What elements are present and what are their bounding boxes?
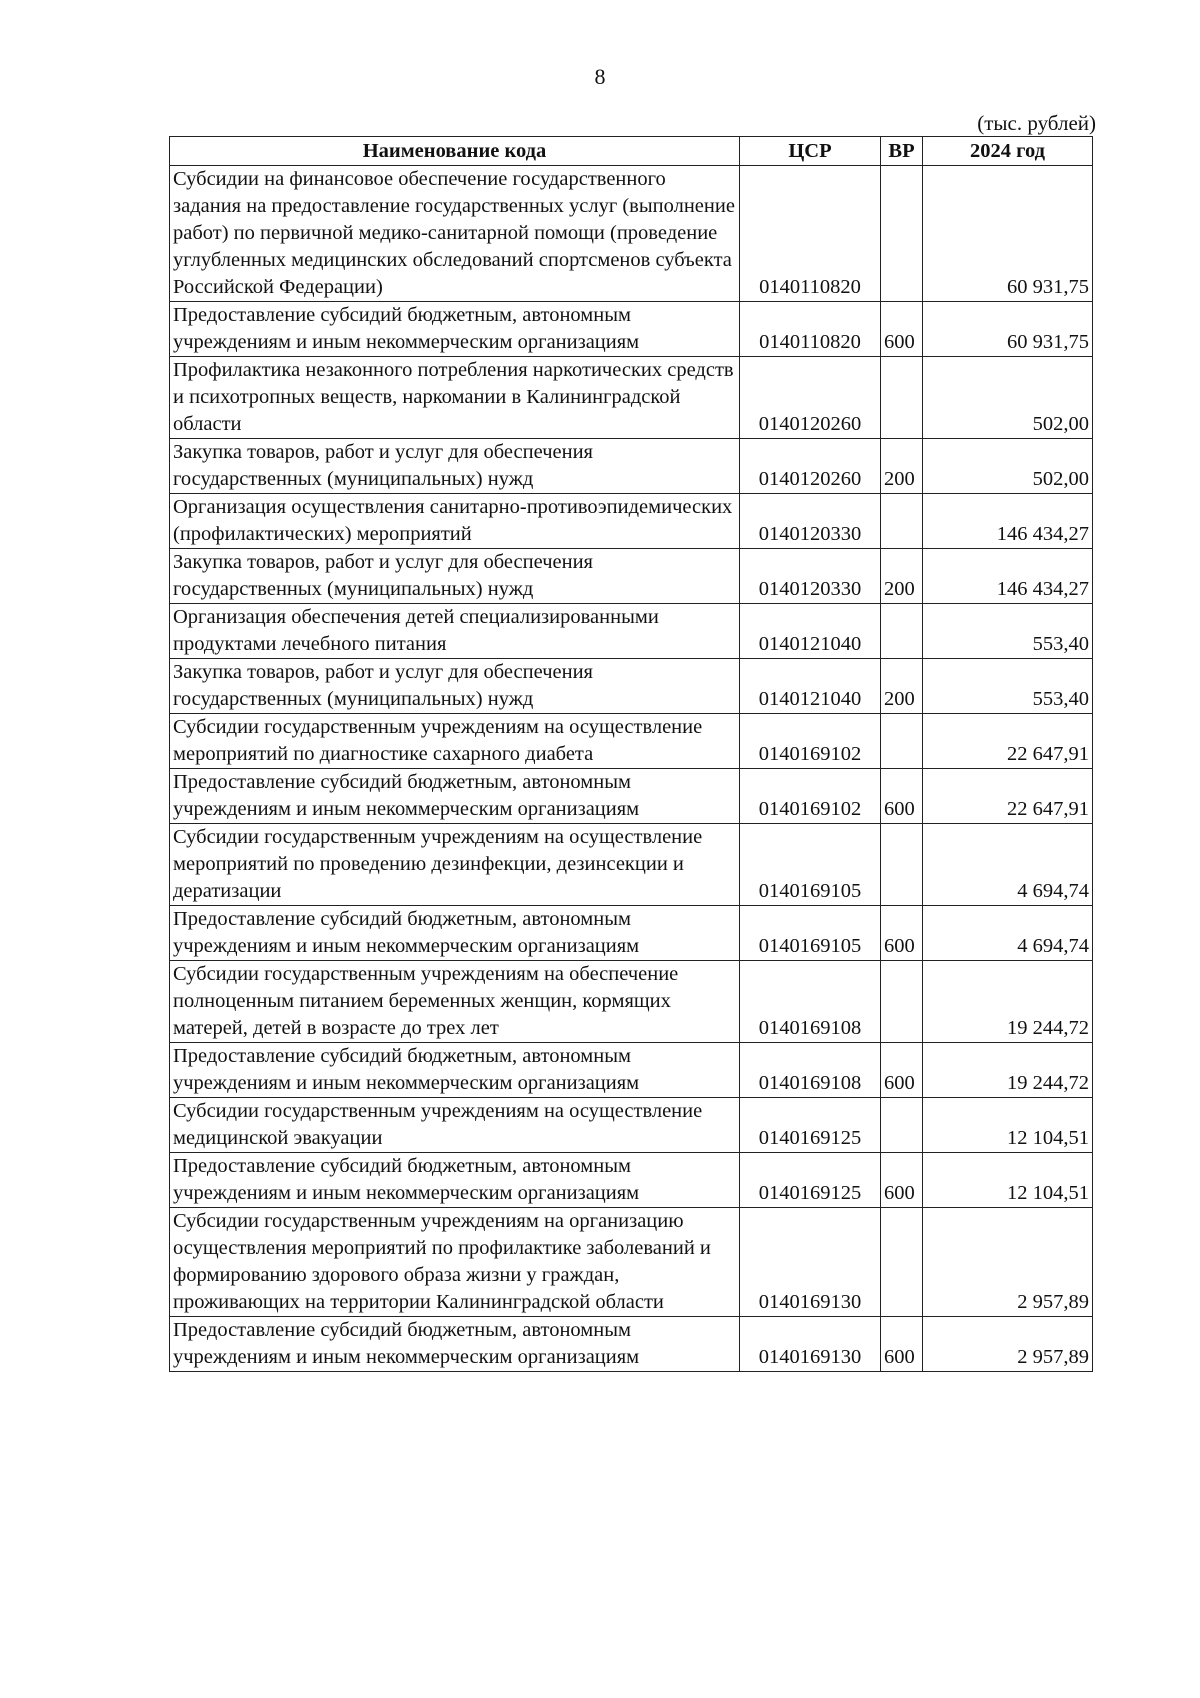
table-row [170,769,1093,824]
cell-vr [881,357,923,439]
cell-vr: 600 [881,906,923,961]
header-name: Наименование кода [170,137,740,166]
cell-amount: 22 647,91 [923,714,1093,769]
cell-name: Предоставление субсидий бюджетным, автономным учреждениям и иным некоммерческим организациям [170,1043,740,1098]
cell-csr: 0140169105 [740,906,881,961]
cell-name: Предоставление субсидий бюджетным, автономным учреждениям и иным некоммерческим организациям [170,1317,740,1372]
table-row [170,1208,1093,1317]
cell-csr: 0140169108 [740,1043,881,1098]
cell-csr: 0140169102 [740,714,881,769]
units-note: (тыс. рублей) [977,111,1096,135]
table-row [170,302,1093,357]
cell-amount: 60 931,75 [923,302,1093,357]
table-row [170,439,1093,494]
cell-name: Предоставление субсидий бюджетным, автономным учреждениям и иным некоммерческим организациям [170,302,740,357]
cell-amount: 12 104,51 [923,1153,1093,1208]
cell-vr [881,961,923,1043]
cell-name: Закупка товаров, работ и услуг для обеспечения государственных (муниципальных) нужд [170,439,740,494]
cell-csr: 0140120330 [740,549,881,604]
cell-vr [881,1098,923,1153]
cell-name: Субсидии государственным учреждениям на организацию осуществления мероприятий по профилактике заболеваний и формированию здорового образа жизни у граждан, проживающих на территории Калининградской области [170,1208,740,1317]
cell-name: Предоставление субсидий бюджетным, автономным учреждениям и иным некоммерческим организациям [170,769,740,824]
table-row [170,604,1093,659]
cell-csr: 0140110820 [740,302,881,357]
cell-name: Организация обеспечения детей специализированными продуктами лечебного питания [170,604,740,659]
cell-amount: 502,00 [923,439,1093,494]
cell-csr: 0140169125 [740,1098,881,1153]
cell-amount: 553,40 [923,659,1093,714]
cell-vr [881,494,923,549]
table-row [170,659,1093,714]
cell-amount: 60 931,75 [923,166,1093,302]
cell-amount: 2 957,89 [923,1208,1093,1317]
cell-vr: 600 [881,1043,923,1098]
cell-csr: 0140110820 [740,166,881,302]
header-vr: ВР [881,137,923,166]
cell-amount: 502,00 [923,357,1093,439]
cell-csr: 0140169102 [740,769,881,824]
cell-vr: 600 [881,1153,923,1208]
cell-name: Субсидии на финансовое обеспечение государственного задания на предоставление государственных услуг (выполнение работ) по первичной медико-санитарной помощи (проведение углубленных медицинских обследований спортсменов субъекта Российской Федерации) [170,166,740,302]
cell-amount: 2 957,89 [923,1317,1093,1372]
cell-name: Закупка товаров, работ и услуг для обеспечения государственных (муниципальных) нужд [170,549,740,604]
cell-amount: 4 694,74 [923,906,1093,961]
cell-name: Субсидии государственным учреждениям на осуществление мероприятий по диагностике сахарного диабета [170,714,740,769]
cell-vr [881,604,923,659]
cell-vr: 600 [881,769,923,824]
cell-csr: 0140120330 [740,494,881,549]
table-row [170,357,1093,439]
cell-name: Субсидии государственным учреждениям на осуществление медицинской эвакуации [170,1098,740,1153]
cell-amount: 22 647,91 [923,769,1093,824]
table-header-row [170,137,1093,166]
cell-csr: 0140121040 [740,604,881,659]
table-row [170,1098,1093,1153]
cell-name: Субсидии государственным учреждениям на обеспечение полноценным питанием беременных женщин, кормящих матерей, детей в возрасте до трех лет [170,961,740,1043]
cell-name: Предоставление субсидий бюджетным, автономным учреждениям и иным некоммерческим организациям [170,906,740,961]
cell-amount: 19 244,72 [923,1043,1093,1098]
cell-csr: 0140120260 [740,357,881,439]
cell-vr: 200 [881,659,923,714]
cell-amount: 553,40 [923,604,1093,659]
table-row [170,494,1093,549]
cell-vr [881,714,923,769]
budget-table [169,136,1093,1372]
table-row [170,906,1093,961]
table-row [170,1043,1093,1098]
cell-amount: 4 694,74 [923,824,1093,906]
table-row [170,824,1093,906]
cell-vr: 200 [881,439,923,494]
cell-vr: 600 [881,1317,923,1372]
cell-amount: 146 434,27 [923,549,1093,604]
cell-csr: 0140169105 [740,824,881,906]
cell-name: Закупка товаров, работ и услуг для обеспечения государственных (муниципальных) нужд [170,659,740,714]
cell-csr: 0140169130 [740,1317,881,1372]
cell-name: Профилактика незаконного потребления наркотических средств и психотропных веществ, наркомании в Калининградской области [170,357,740,439]
table-row [170,961,1093,1043]
cell-vr [881,824,923,906]
cell-amount: 12 104,51 [923,1098,1093,1153]
header-csr: ЦСР [740,137,881,166]
cell-vr [881,1208,923,1317]
cell-vr: 600 [881,302,923,357]
cell-vr [881,166,923,302]
table-row [170,1317,1093,1372]
cell-csr: 0140169125 [740,1153,881,1208]
table-row [170,714,1093,769]
cell-name: Субсидии государственным учреждениям на осуществление мероприятий по проведению дезинфекции, дезинсекции и дератизации [170,824,740,906]
cell-csr: 0140169130 [740,1208,881,1317]
cell-name: Предоставление субсидий бюджетным, автономным учреждениям и иным некоммерческим организациям [170,1153,740,1208]
cell-vr: 200 [881,549,923,604]
cell-amount: 146 434,27 [923,494,1093,549]
table-row [170,549,1093,604]
table-row [170,166,1093,302]
cell-csr: 0140120260 [740,439,881,494]
cell-csr: 0140121040 [740,659,881,714]
page-number: 8 [594,64,606,89]
cell-name: Организация осуществления санитарно-противоэпидемических (профилактических) мероприятий [170,494,740,549]
cell-csr: 0140169108 [740,961,881,1043]
header-year: 2024 год [923,137,1093,166]
table-row [170,1153,1093,1208]
cell-amount: 19 244,72 [923,961,1093,1043]
